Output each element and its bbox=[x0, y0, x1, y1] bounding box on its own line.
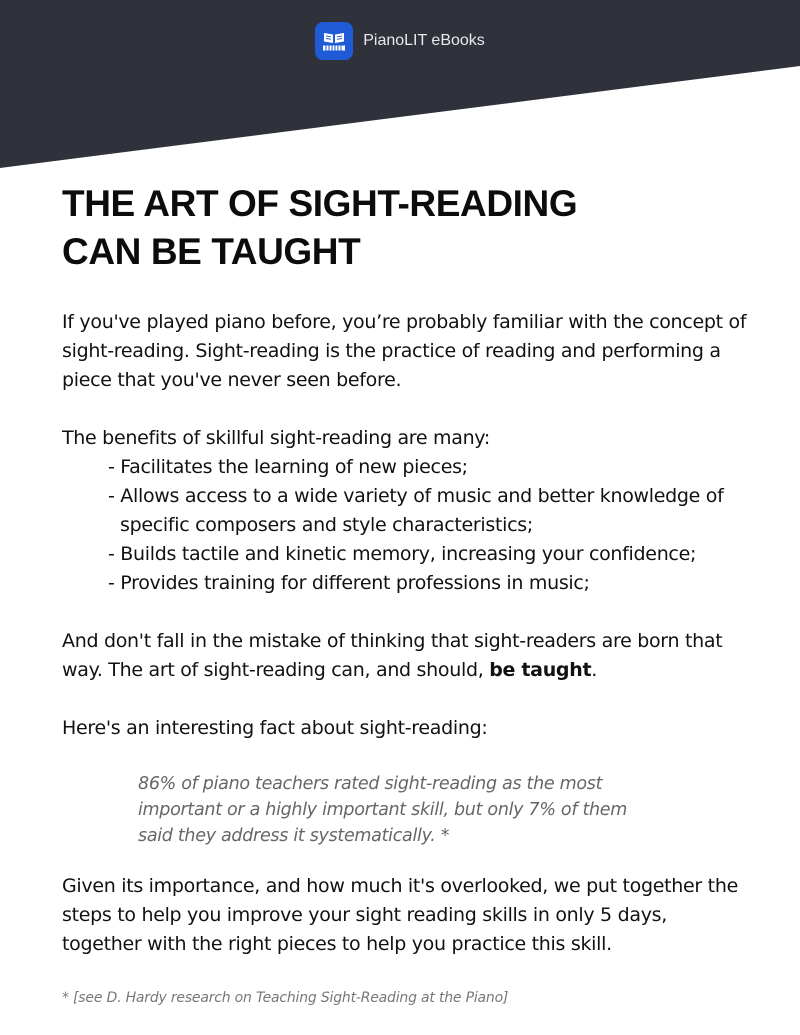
list-item: - Facilitates the learning of new pieces; bbox=[108, 456, 468, 478]
list-item: - Allows access to a wide variety of music and better knowledge of specific composers and style characteristics; bbox=[108, 485, 724, 536]
page-title-line-1: THE ART OF SIGHT-READING bbox=[62, 183, 578, 224]
myth-emphasis: be taught bbox=[489, 659, 592, 681]
myth-text-end: . bbox=[591, 659, 597, 681]
benefits-lead: The benefits of skillful sight-reading are many: bbox=[62, 427, 490, 449]
fact-intro: Here's an interesting fact about sight-reading: bbox=[62, 717, 488, 739]
benefits-list bbox=[62, 453, 752, 598]
intro-paragraph: If you've played piano before, you’re probably familiar with the concept of sight-reading. Sight-reading is the practice of reading and performing a piece that you've never seen before. bbox=[62, 311, 747, 391]
page-title-line-2: CAN BE TAUGHT bbox=[62, 231, 361, 272]
quote: 86% of piano teachers rated sight-reading as the most important or a highly important skill, but only 7% of them said they address it systematically. * bbox=[138, 774, 628, 846]
article bbox=[62, 180, 752, 959]
piano-book-logo-icon bbox=[315, 22, 353, 60]
closing-paragraph: Given its importance, and how much it's overlooked, we put together the steps to help you improve your sight reading skills in only 5 days, together with the right pieces to help you practice this skill. bbox=[62, 875, 738, 955]
list-item: - Provides training for different professions in music; bbox=[108, 572, 590, 594]
myth-text: And don't fall in the mistake of thinking that sight-readers are born that way. The art of sight-reading can, and should, bbox=[62, 630, 723, 681]
brand[interactable] bbox=[0, 22, 800, 60]
list-item: - Builds tactile and kinetic memory, increasing your confidence; bbox=[108, 543, 697, 565]
page-title bbox=[62, 180, 752, 276]
brand-name: PianoLIT eBooks bbox=[363, 32, 485, 49]
myth-paragraph bbox=[62, 627, 752, 685]
footnote: * [see D. Hardy research on Teaching Sight-Reading at the Piano] bbox=[62, 990, 509, 1006]
